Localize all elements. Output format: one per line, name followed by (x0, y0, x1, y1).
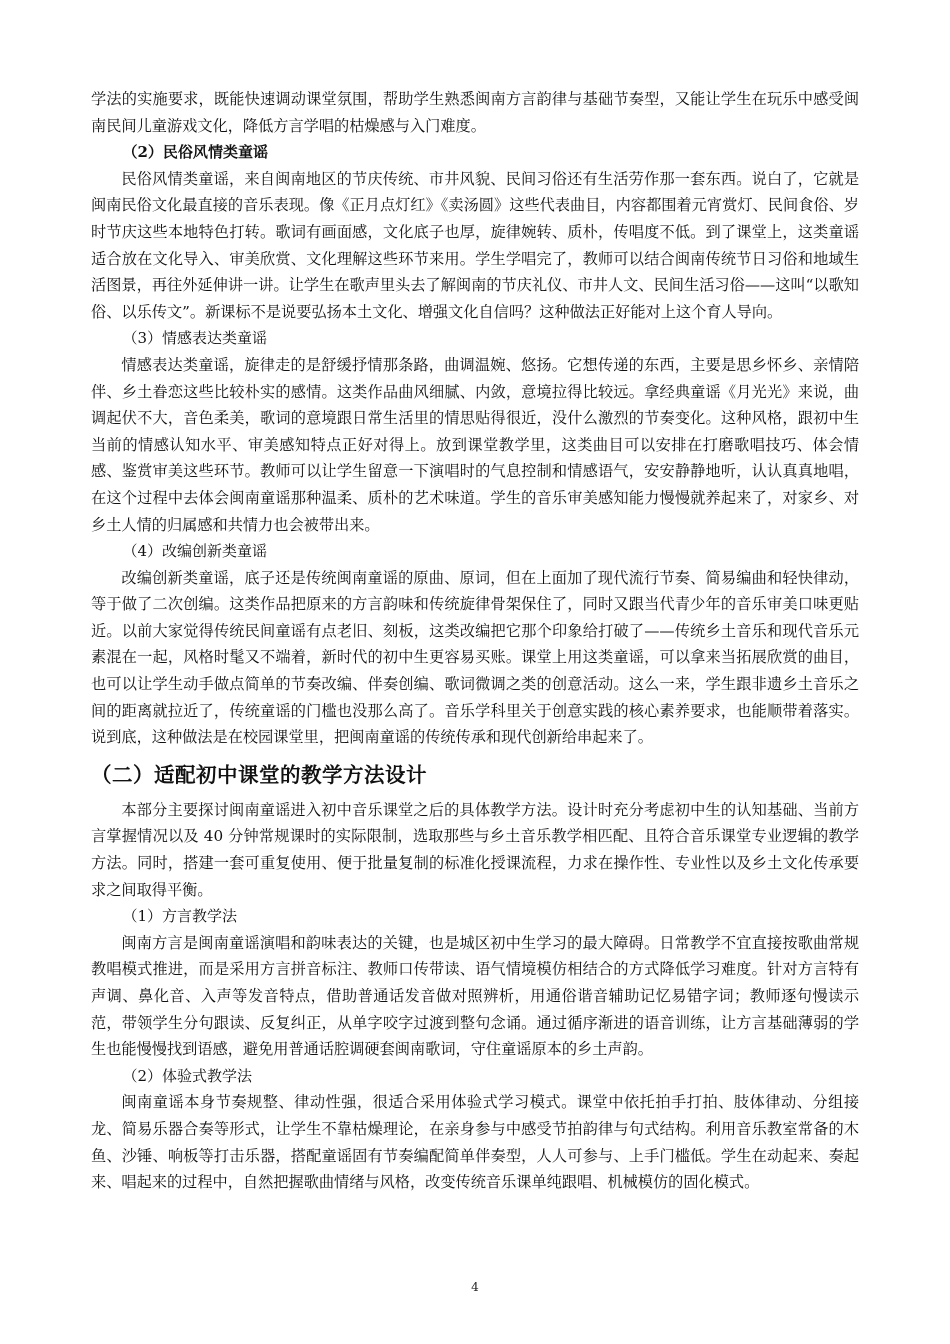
subheading-emotional: （3）情感表达类童谣 (122, 329, 268, 348)
paragraph-experiential-method: 闽南童谣本身节奏规整、律动性强，很适合采用体验式学习模式。课堂中依托拍手打拍、肢体律动、分组接龙、简易乐器合奏等形式，让学生不靠枯燥理论，在亲身参与中感受节拍韵律与句式结构。利用音乐教室常备的木鱼、沙锤、响板等打击乐器，搭配童谣固有节奏编配简单伴奏型，人人可参与、上手门槛低。学生在动起来、奏起来、唱起来的过程中，自然把握歌曲情绪与风格，改变传统音乐课单纯跟唱、机械模仿的固化模式。 (91, 1093, 859, 1192)
paragraph-methods-intro: 本部分主要探讨闽南童谣进入初中音乐课堂之后的具体教学方法。设计时充分考虑初中生的认知基础、当前方言掌握情况以及 40 分钟常规课时的实际限制，选取那些与乡土音乐教学相匹配、且符合音乐课堂专业逻辑的教学方法。同时，搭建一套可重复使用、便于批量复制的标准化授课流程，力求在操作性、专业性以及乡土文化传承要求之间取得平衡。 (91, 800, 859, 899)
paragraph-dialect-method: 闽南方言是闽南童谣演唱和韵味表达的关键，也是城区初中生学习的最大障碍。日常教学不宜直接按歌曲常规教唱模式推进，而是采用方言拼音标注、教师口传带读、语气情境模仿相结合的方式降低学习难度。针对方言特有声调、鼻化音、入声等发音特点，借助普通话发音做对照辨析，用通俗谐音辅助记忆易错字词；教师逐句慢读示范，带领学生分句跟读、反复纠正，从单字咬字过渡到整句念诵。通过循序渐进的语音训练，让方言基础薄弱的学生也能慢慢找到语感，避免用普通话腔调硬套闽南歌词，守住童谣原本的乡土声韵。 (91, 933, 859, 1059)
subheading-dialect-method: （1）方言教学法 (122, 907, 238, 926)
subheading-folk-custom: （2）民俗风情类童谣 (122, 143, 268, 162)
paragraph-game-method-end: 学法的实施要求，既能快速调动课堂氛围，帮助学生熟悉闽南方言韵律与基础节奏型，又能让学生在玩乐中感受闽南民间儿童游戏文化，降低方言学唱的枯燥感与入门难度。 (91, 90, 859, 135)
page-number: 4 (471, 1280, 479, 1294)
document-page (91, 86, 859, 1196)
section-title-teaching-methods: （二）适配初中课堂的教学方法设计 (91, 762, 427, 787)
subheading-experiential-method: （2）体验式教学法 (122, 1066, 253, 1085)
paragraph-folk-custom: 民俗风情类童谣，来自闽南地区的节庆传统、市井风貌、民间习俗还有生活劳作那一套东西。说白了，它就是闽南民俗文化最直接的音乐表现。像《正月点灯红》《卖汤圆》这些代表曲目，内容都围着元宵赏灯、民间食俗、岁时节庆这些本地特色打转。歌词有画面感，文化底子也厚，旋律婉转、质朴，传唱度不低。到了课堂上，这类童谣适合放在文化导入、审美欣赏、文化理解这些环节来用。学生学唱完了，教师可以结合闽南传统节日习俗和地域生活图景，再往外延伸讲一讲。让学生在歌声里头去了解闽南的节庆礼仪、市井人文、民间生活习俗——这叫“以歌知俗、以乐传文”。新课标不是说要弘扬本土文化、增强文化自信吗？这种做法正好能对上这个育人导向。 (91, 169, 859, 321)
subheading-adaptation: （4）改编创新类童谣 (122, 542, 268, 561)
paragraph-adaptation: 改编创新类童谣，底子还是传统闽南童谣的原曲、原词，但在上面加了现代流行节奏、简易编曲和轻快律动，等于做了二次创编。这类作品把原来的方言韵味和传统旋律骨架保住了，同时又跟当代青少年的音乐审美口味更贴近。以前大家觉得传统民间童谣有点老旧、刻板，这类改编把它那个印象给打破了——传统乡土音乐和现代音乐元素混在一起，风格时髦又不端着，新时代的初中生更容易买账。课堂上用这类童谣，可以拿来当拓展欣赏的曲目，也可以让学生动手做点简单的节奏改编、伴奏创编、歌词微调之类的创意活动。这么一来，学生跟非遗乡土音乐之间的距离就拉近了，传统童谣的门槛也没那么高了。音乐学科里关于创意实践的核心素养要求，也能顺带着落实。说到底，这种做法是在校园课堂里，把闽南童谣的传统传承和现代创新给串起来了。 (91, 568, 859, 747)
paragraph-emotional: 情感表达类童谣，旋律走的是舒缓抒情那条路，曲调温婉、悠扬。它想传递的东西，主要是思乡怀乡、亲情陪伴、乡土眷恋这些比较朴实的感情。这类作品曲风细腻、内敛，意境拉得比较远。拿经典童谣《月光光》来说，曲调起伏不大，音色柔美，歌词的意境跟日常生活里的情思贴得很近，没什么激烈的节奏变化。这种风格，跟初中生当前的情感认知水平、审美感知特点正好对得上。放到课堂教学里，这类曲目可以安排在打磨歌唱技巧、体会情感、鉴赏审美这些环节。教师可以让学生留意一下演唱时的气息控制和情感语气，安安静静地听，认认真真地唱，在这个过程中去体会闽南童谣那种温柔、质朴的艺术味道。学生的音乐审美感知能力慢慢就养起来了，对家乡、对乡土人情的归属感和共情力也会被带出来。 (91, 355, 859, 534)
